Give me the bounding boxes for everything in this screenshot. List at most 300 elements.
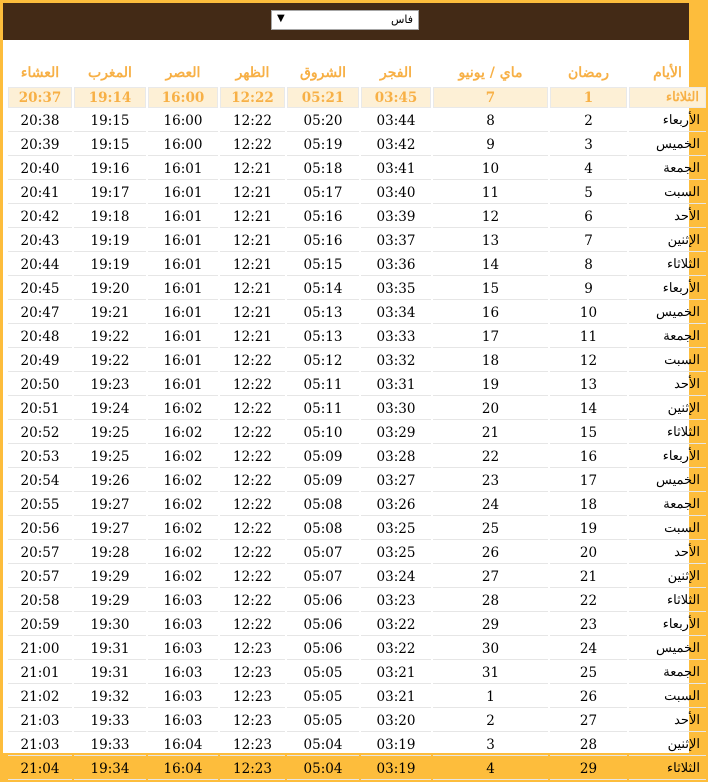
table-row [8, 134, 706, 156]
cell-days: الأربعاء [629, 110, 706, 132]
cell-maghrib: 19:33 [74, 734, 146, 756]
cell-sunrise: 05:09 [287, 446, 359, 468]
cell-asr: 16:03 [148, 638, 218, 660]
cell-isha: 20:40 [8, 158, 72, 180]
header-col-asr: العصر [165, 65, 201, 81]
cell-ramadan: 27 [550, 710, 627, 732]
header-col-dhuhr: الظهر [235, 65, 270, 81]
cell-may-june: 24 [433, 494, 548, 516]
cell-dhuhr: 12:22 [220, 614, 285, 636]
cell-maghrib: 19:29 [74, 566, 146, 588]
cell-maghrib: 19:19 [74, 254, 146, 276]
top-bar [3, 3, 689, 40]
cell-days: السبت [629, 182, 706, 204]
cell-may-june: 18 [433, 350, 548, 372]
cell-days: الثلاثاء [629, 254, 706, 276]
cell-asr: 16:01 [148, 206, 218, 228]
cell-asr: 16:02 [148, 542, 218, 564]
cell-sunrise: 05:21 [287, 87, 359, 108]
cell-isha: 21:04 [8, 758, 72, 780]
cell-sunrise: 05:17 [287, 182, 359, 204]
cell-dhuhr: 12:23 [220, 734, 285, 756]
cell-isha: 20:38 [8, 110, 72, 132]
cell-maghrib: 19:18 [74, 206, 146, 228]
cell-sunrise: 05:07 [287, 566, 359, 588]
cell-maghrib: 19:24 [74, 398, 146, 420]
cell-isha: 20:37 [8, 87, 72, 108]
cell-ramadan: 26 [550, 686, 627, 708]
table-row [8, 734, 706, 756]
cell-fajr: 03:21 [361, 686, 431, 708]
header-col-maghrib: المغرب [88, 65, 132, 81]
cell-days: الأربعاء [629, 614, 706, 636]
cell-maghrib: 19:27 [74, 518, 146, 540]
cell-maghrib: 19:31 [74, 662, 146, 684]
cell-may-june: 8 [433, 110, 548, 132]
table-row [8, 590, 706, 612]
cell-may-june: 13 [433, 230, 548, 252]
cell-fajr: 03:32 [361, 350, 431, 372]
cell-may-june: 12 [433, 206, 548, 228]
cell-may-june: 27 [433, 566, 548, 588]
table-row [8, 158, 706, 180]
cell-maghrib: 19:19 [74, 230, 146, 252]
cell-asr: 16:02 [148, 494, 218, 516]
cell-ramadan: 23 [550, 614, 627, 636]
cell-maghrib: 19:15 [74, 110, 146, 132]
cell-ramadan: 24 [550, 638, 627, 660]
cell-ramadan: 14 [550, 398, 627, 420]
cell-maghrib: 19:20 [74, 278, 146, 300]
cell-sunrise: 05:05 [287, 686, 359, 708]
cell-dhuhr: 12:21 [220, 326, 285, 348]
header-col-fajr: الفجر [380, 65, 412, 81]
cell-ramadan: 29 [550, 758, 627, 780]
cell-maghrib: 19:33 [74, 710, 146, 732]
cell-isha: 20:51 [8, 398, 72, 420]
cell-maghrib: 19:32 [74, 686, 146, 708]
cell-isha: 20:57 [8, 566, 72, 588]
cell-ramadan: 15 [550, 422, 627, 444]
cell-ramadan: 4 [550, 158, 627, 180]
cell-ramadan: 20 [550, 542, 627, 564]
cell-fajr: 03:44 [361, 110, 431, 132]
table-row [8, 398, 706, 420]
table-row [8, 494, 706, 516]
cell-dhuhr: 12:23 [220, 758, 285, 780]
cell-sunrise: 05:06 [287, 590, 359, 612]
cell-may-june: 23 [433, 470, 548, 492]
cell-may-june: 9 [433, 134, 548, 156]
table-row [8, 326, 706, 348]
cell-isha: 20:44 [8, 254, 72, 276]
cell-isha: 20:57 [8, 542, 72, 564]
cell-sunrise: 05:09 [287, 470, 359, 492]
cell-asr: 16:02 [148, 470, 218, 492]
cell-may-june: 7 [433, 87, 548, 108]
cell-asr: 16:01 [148, 302, 218, 324]
cell-dhuhr: 12:22 [220, 422, 285, 444]
cell-may-june: 19 [433, 374, 548, 396]
cell-ramadan: 3 [550, 134, 627, 156]
cell-days: الأحد [629, 206, 706, 228]
cell-maghrib: 19:29 [74, 590, 146, 612]
cell-ramadan: 18 [550, 494, 627, 516]
table-row [8, 710, 706, 732]
cell-isha: 21:03 [8, 710, 72, 732]
cell-ramadan: 5 [550, 182, 627, 204]
cell-asr: 16:00 [148, 134, 218, 156]
cell-days: السبت [629, 350, 706, 372]
cell-dhuhr: 12:23 [220, 662, 285, 684]
cell-may-june: 21 [433, 422, 548, 444]
cell-isha: 20:55 [8, 494, 72, 516]
cell-fajr: 03:22 [361, 614, 431, 636]
header-col-may-june: ماي / يونيو [458, 65, 523, 81]
cell-asr: 16:03 [148, 710, 218, 732]
cell-days: الإثنين [629, 734, 706, 756]
cell-days: الجمعة [629, 662, 706, 684]
cell-fajr: 03:36 [361, 254, 431, 276]
table-row [8, 374, 706, 396]
header-col-sunrise: الشروق [300, 65, 346, 81]
cell-asr: 16:00 [148, 110, 218, 132]
cell-may-june: 2 [433, 710, 548, 732]
cell-fajr: 03:25 [361, 542, 431, 564]
cell-isha: 20:45 [8, 278, 72, 300]
cell-days: السبت [629, 518, 706, 540]
cell-maghrib: 19:28 [74, 542, 146, 564]
cell-maghrib: 19:30 [74, 614, 146, 636]
cell-days: الخميس [629, 302, 706, 324]
cell-dhuhr: 12:22 [220, 566, 285, 588]
cell-maghrib: 19:22 [74, 350, 146, 372]
cell-may-june: 17 [433, 326, 548, 348]
cell-days: الثلاثاء [629, 758, 706, 780]
cell-isha: 21:02 [8, 686, 72, 708]
cell-may-june: 4 [433, 758, 548, 780]
cell-ramadan: 17 [550, 470, 627, 492]
cell-sunrise: 05:04 [287, 734, 359, 756]
cell-asr: 16:03 [148, 590, 218, 612]
cell-maghrib: 19:16 [74, 158, 146, 180]
cell-sunrise: 05:06 [287, 614, 359, 636]
table-row [8, 638, 706, 660]
cell-fajr: 03:45 [361, 87, 431, 108]
cell-asr: 16:01 [148, 254, 218, 276]
cell-sunrise: 05:11 [287, 398, 359, 420]
table-row [8, 758, 706, 780]
cell-dhuhr: 12:21 [220, 182, 285, 204]
cell-isha: 20:52 [8, 422, 72, 444]
table-row [8, 614, 706, 636]
cell-sunrise: 05:14 [287, 278, 359, 300]
cell-dhuhr: 12:21 [220, 206, 285, 228]
city-select-value: فاس [390, 13, 413, 26]
cell-asr: 16:02 [148, 398, 218, 420]
cell-may-june: 15 [433, 278, 548, 300]
cell-fajr: 03:35 [361, 278, 431, 300]
cell-may-june: 3 [433, 734, 548, 756]
cell-sunrise: 05:18 [287, 158, 359, 180]
cell-isha: 20:49 [8, 350, 72, 372]
cell-dhuhr: 12:21 [220, 278, 285, 300]
cell-sunrise: 05:05 [287, 662, 359, 684]
cell-ramadan: 21 [550, 566, 627, 588]
cell-isha: 21:01 [8, 662, 72, 684]
cell-isha: 21:03 [8, 734, 72, 756]
cell-fajr: 03:42 [361, 134, 431, 156]
cell-maghrib: 19:17 [74, 182, 146, 204]
cell-may-june: 29 [433, 614, 548, 636]
cell-sunrise: 05:13 [287, 302, 359, 324]
cell-isha: 20:43 [8, 230, 72, 252]
cell-dhuhr: 12:22 [220, 134, 285, 156]
cell-dhuhr: 12:21 [220, 158, 285, 180]
cell-sunrise: 05:10 [287, 422, 359, 444]
cell-dhuhr: 12:22 [220, 470, 285, 492]
cell-dhuhr: 12:21 [220, 302, 285, 324]
cell-maghrib: 19:22 [74, 326, 146, 348]
cell-asr: 16:03 [148, 686, 218, 708]
cell-may-june: 14 [433, 254, 548, 276]
cell-may-june: 11 [433, 182, 548, 204]
cell-may-june: 16 [433, 302, 548, 324]
cell-days: الإثنين [629, 230, 706, 252]
cell-maghrib: 19:27 [74, 494, 146, 516]
cell-asr: 16:01 [148, 158, 218, 180]
cell-asr: 16:02 [148, 446, 218, 468]
cell-maghrib: 19:34 [74, 758, 146, 780]
cell-asr: 16:00 [148, 87, 218, 108]
cell-fajr: 03:31 [361, 374, 431, 396]
cell-isha: 20:53 [8, 446, 72, 468]
cell-may-june: 25 [433, 518, 548, 540]
cell-days: الجمعة [629, 158, 706, 180]
cell-sunrise: 05:05 [287, 710, 359, 732]
table-row [8, 542, 706, 564]
cell-sunrise: 05:08 [287, 494, 359, 516]
cell-ramadan: 6 [550, 206, 627, 228]
cell-asr: 16:04 [148, 734, 218, 756]
table-row [8, 110, 706, 132]
cell-ramadan: 1 [550, 87, 627, 108]
cell-ramadan: 28 [550, 734, 627, 756]
header-col-ramadan: رمضان [568, 65, 609, 81]
cell-fajr: 03:29 [361, 422, 431, 444]
cell-isha: 20:42 [8, 206, 72, 228]
cell-days: الأحد [629, 374, 706, 396]
cell-days: الأربعاء [629, 446, 706, 468]
cell-dhuhr: 12:22 [220, 87, 285, 108]
cell-days: الثلاثاء [629, 590, 706, 612]
cell-fajr: 03:30 [361, 398, 431, 420]
cell-maghrib: 19:26 [74, 470, 146, 492]
city-select[interactable] [271, 10, 419, 30]
header-col-isha: العشاء [20, 65, 60, 81]
table-row [8, 230, 706, 252]
cell-fajr: 03:25 [361, 518, 431, 540]
cell-days: الإثنين [629, 566, 706, 588]
cell-fajr: 03:19 [361, 758, 431, 780]
cell-fajr: 03:34 [361, 302, 431, 324]
cell-ramadan: 13 [550, 374, 627, 396]
cell-days: الثلاثاء [629, 87, 706, 108]
cell-sunrise: 05:16 [287, 206, 359, 228]
cell-fajr: 03:27 [361, 470, 431, 492]
cell-may-june: 26 [433, 542, 548, 564]
cell-isha: 20:39 [8, 134, 72, 156]
cell-ramadan: 19 [550, 518, 627, 540]
table-header-row [8, 61, 706, 85]
cell-isha: 20:58 [8, 590, 72, 612]
cell-dhuhr: 12:23 [220, 638, 285, 660]
cell-asr: 16:02 [148, 566, 218, 588]
cell-asr: 16:01 [148, 326, 218, 348]
cell-dhuhr: 12:21 [220, 254, 285, 276]
cell-asr: 16:02 [148, 518, 218, 540]
cell-dhuhr: 12:22 [220, 494, 285, 516]
dropdown-arrow-icon: ▼ [277, 13, 285, 24]
cell-dhuhr: 12:22 [220, 350, 285, 372]
cell-fajr: 03:21 [361, 662, 431, 684]
cell-maghrib: 19:15 [74, 134, 146, 156]
table-row [8, 686, 706, 708]
cell-isha: 20:56 [8, 518, 72, 540]
cell-asr: 16:01 [148, 374, 218, 396]
cell-days: الإثنين [629, 398, 706, 420]
cell-maghrib: 19:21 [74, 302, 146, 324]
cell-asr: 16:01 [148, 182, 218, 204]
cell-sunrise: 05:16 [287, 230, 359, 252]
cell-dhuhr: 12:22 [220, 398, 285, 420]
cell-isha: 20:48 [8, 326, 72, 348]
cell-asr: 16:01 [148, 230, 218, 252]
cell-asr: 16:01 [148, 278, 218, 300]
table-row [8, 278, 706, 300]
cell-sunrise: 05:20 [287, 110, 359, 132]
cell-days: الخميس [629, 470, 706, 492]
cell-may-june: 10 [433, 158, 548, 180]
cell-isha: 20:50 [8, 374, 72, 396]
cell-dhuhr: 12:22 [220, 374, 285, 396]
cell-may-june: 30 [433, 638, 548, 660]
cell-ramadan: 25 [550, 662, 627, 684]
header-col-days: الأيام [653, 65, 682, 81]
cell-may-june: 31 [433, 662, 548, 684]
cell-fajr: 03:28 [361, 446, 431, 468]
cell-days: الخميس [629, 638, 706, 660]
cell-dhuhr: 12:22 [220, 542, 285, 564]
cell-fajr: 03:37 [361, 230, 431, 252]
cell-fajr: 03:24 [361, 566, 431, 588]
cell-fajr: 03:23 [361, 590, 431, 612]
cell-days: الثلاثاء [629, 422, 706, 444]
cell-maghrib: 19:25 [74, 422, 146, 444]
table-row [8, 470, 706, 492]
cell-asr: 16:03 [148, 614, 218, 636]
table-row [8, 662, 706, 684]
cell-may-june: 22 [433, 446, 548, 468]
cell-ramadan: 12 [550, 350, 627, 372]
cell-fajr: 03:33 [361, 326, 431, 348]
cell-fajr: 03:41 [361, 158, 431, 180]
prayer-times-table [6, 59, 708, 782]
cell-days: الأحد [629, 542, 706, 564]
cell-maghrib: 19:23 [74, 374, 146, 396]
cell-sunrise: 05:06 [287, 638, 359, 660]
table-row [8, 566, 706, 588]
table-row [8, 422, 706, 444]
cell-ramadan: 7 [550, 230, 627, 252]
table-row [8, 518, 706, 540]
table-body [8, 87, 706, 780]
table-row [8, 254, 706, 276]
table-row [8, 182, 706, 204]
cell-sunrise: 05:15 [287, 254, 359, 276]
cell-isha: 20:47 [8, 302, 72, 324]
cell-may-june: 1 [433, 686, 548, 708]
cell-ramadan: 9 [550, 278, 627, 300]
table-row [8, 446, 706, 468]
table-row [8, 302, 706, 324]
cell-days: الخميس [629, 134, 706, 156]
page-frame [3, 3, 700, 777]
cell-isha: 20:54 [8, 470, 72, 492]
cell-asr: 16:01 [148, 350, 218, 372]
cell-fajr: 03:39 [361, 206, 431, 228]
cell-dhuhr: 12:22 [220, 110, 285, 132]
cell-days: الأحد [629, 710, 706, 732]
cell-may-june: 28 [433, 590, 548, 612]
cell-days: الجمعة [629, 326, 706, 348]
cell-dhuhr: 12:22 [220, 590, 285, 612]
cell-sunrise: 05:04 [287, 758, 359, 780]
cell-days: الجمعة [629, 494, 706, 516]
cell-ramadan: 16 [550, 446, 627, 468]
cell-isha: 21:00 [8, 638, 72, 660]
cell-maghrib: 19:14 [74, 87, 146, 108]
cell-sunrise: 05:19 [287, 134, 359, 156]
cell-ramadan: 8 [550, 254, 627, 276]
cell-isha: 20:59 [8, 614, 72, 636]
cell-fajr: 03:40 [361, 182, 431, 204]
cell-sunrise: 05:12 [287, 350, 359, 372]
cell-dhuhr: 12:21 [220, 230, 285, 252]
table-row [8, 350, 706, 372]
cell-asr: 16:03 [148, 662, 218, 684]
cell-fajr: 03:19 [361, 734, 431, 756]
table-row [8, 87, 706, 108]
cell-may-june: 20 [433, 398, 548, 420]
cell-dhuhr: 12:22 [220, 518, 285, 540]
cell-sunrise: 05:11 [287, 374, 359, 396]
cell-sunrise: 05:08 [287, 518, 359, 540]
cell-ramadan: 2 [550, 110, 627, 132]
cell-maghrib: 19:25 [74, 446, 146, 468]
cell-isha: 20:41 [8, 182, 72, 204]
cell-asr: 16:04 [148, 758, 218, 780]
cell-sunrise: 05:13 [287, 326, 359, 348]
cell-fajr: 03:26 [361, 494, 431, 516]
table-row [8, 206, 706, 228]
cell-fajr: 03:22 [361, 638, 431, 660]
cell-days: السبت [629, 686, 706, 708]
cell-dhuhr: 12:23 [220, 710, 285, 732]
cell-sunrise: 05:07 [287, 542, 359, 564]
cell-maghrib: 19:31 [74, 638, 146, 660]
cell-fajr: 03:20 [361, 710, 431, 732]
